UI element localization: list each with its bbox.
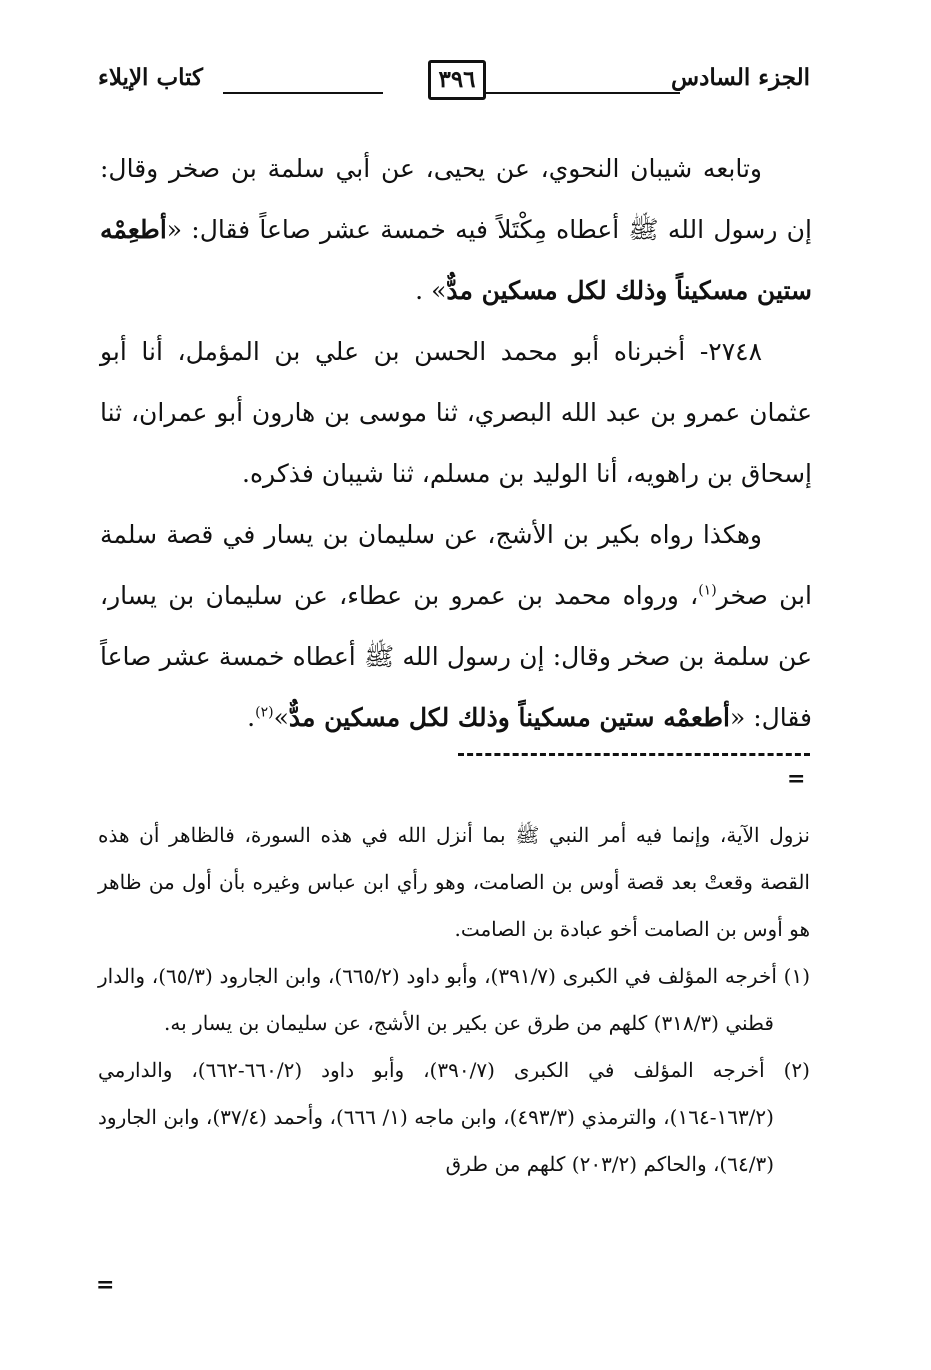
footnote-ref-2: (٢)	[255, 704, 274, 721]
footnote-ref-1: (١)	[698, 582, 717, 599]
page-number: ٣٩٦	[428, 60, 486, 100]
chapter-title: كتاب الإيلاء	[98, 64, 204, 91]
hadith-quote-1: أطعِمْه ستين مسكيناً وذلك لكل مسكين مدٌّ	[100, 215, 812, 305]
footnotes	[98, 812, 810, 1188]
header-rule-left	[223, 92, 383, 94]
paragraph-2748: ٢٧٤٨- أخبرناه أبو محمد الحسن بن علي بن المؤمل، أنا أبو عثمان عمرو بن عبد الله البصري، ثنا موسى بن هارون أبو عمران، ثنا إسحاق بن راهويه، أنا الوليد بن مسلم، ثنا شيبان فذكره.	[100, 337, 812, 488]
main-text	[100, 138, 812, 748]
footnote-1: (١) أخرجه المؤلف في الكبرى (٣٩١/٧)، وأبو داود (٦٦٥/٢)، وابن الجارود (٦٥/٣)، والدار قطني (٣١٨/٣) كلهم من طرق عن بكير بن الأشج، عن سليمان بن يسار به.	[98, 964, 810, 1035]
paragraph-1	[100, 138, 812, 321]
footnote-separator	[458, 753, 810, 756]
p3-text-b: ، ورواه محمد بن عمرو بن عطاء، عن سليمان بن يسار، عن سلمة بن صخر وقال: إن رسول الله ﷺ أعطاه خمسة عشر صاعاً فقال: «	[100, 581, 812, 732]
hadith-quote-2: أطعمْه ستين مسكيناً وذلك لكل مسكين مدٌّ	[288, 703, 730, 732]
header-rule-right	[480, 92, 680, 94]
footnote-2: (٢) أخرجه المؤلف في الكبرى (٣٩٠/٧)، وأبو داود (٦٦٠/٢-٦٦٢)، والدارمي (١٦٣/٢-١٦٤)، والترمذي (٤٩٣/٣)، وابن ماجه (١/ ٦٦٦)، وأحمد (٣٧/٤)، وابن الجارود (٦٤/٣)، والحاكم (٢٠٣/٢) كلهم من طرق	[98, 1058, 810, 1176]
p3-text-a: وهكذا رواه بكير بن الأشج، عن سليمان بن يسار في قصة سلمة ابن صخر	[100, 520, 813, 610]
continuation-marker-top: =	[787, 766, 806, 792]
p3-close: »	[273, 703, 289, 732]
page-header	[98, 60, 810, 110]
p3-end: .	[247, 703, 256, 732]
continuation-marker-bottom: =	[96, 1272, 115, 1298]
part-title: الجزء السادس	[671, 64, 810, 91]
paragraph-3	[100, 504, 812, 748]
footnote-continuation: نزول الآية، وإنما فيه أمر النبي ﷺ بما أنزل الله في هذه السورة، فالظاهر أن هذه القصة وقعتْ بعد قصة أوس بن الصامت، وهو رأي ابن عباس وغيره بأن أول من ظاهر هو أوس بن الصامت أخو عبادة بن الصامت.	[98, 823, 810, 941]
p1-close: » .	[415, 276, 447, 305]
p1-text: وتابعه شيبان النحوي، عن يحيى، عن أبي سلمة بن صخر وقال: إن رسول الله ﷺ أعطاه مِكْتَلاً فيه خمسة عشر صاعاً فقال: «	[100, 154, 812, 244]
